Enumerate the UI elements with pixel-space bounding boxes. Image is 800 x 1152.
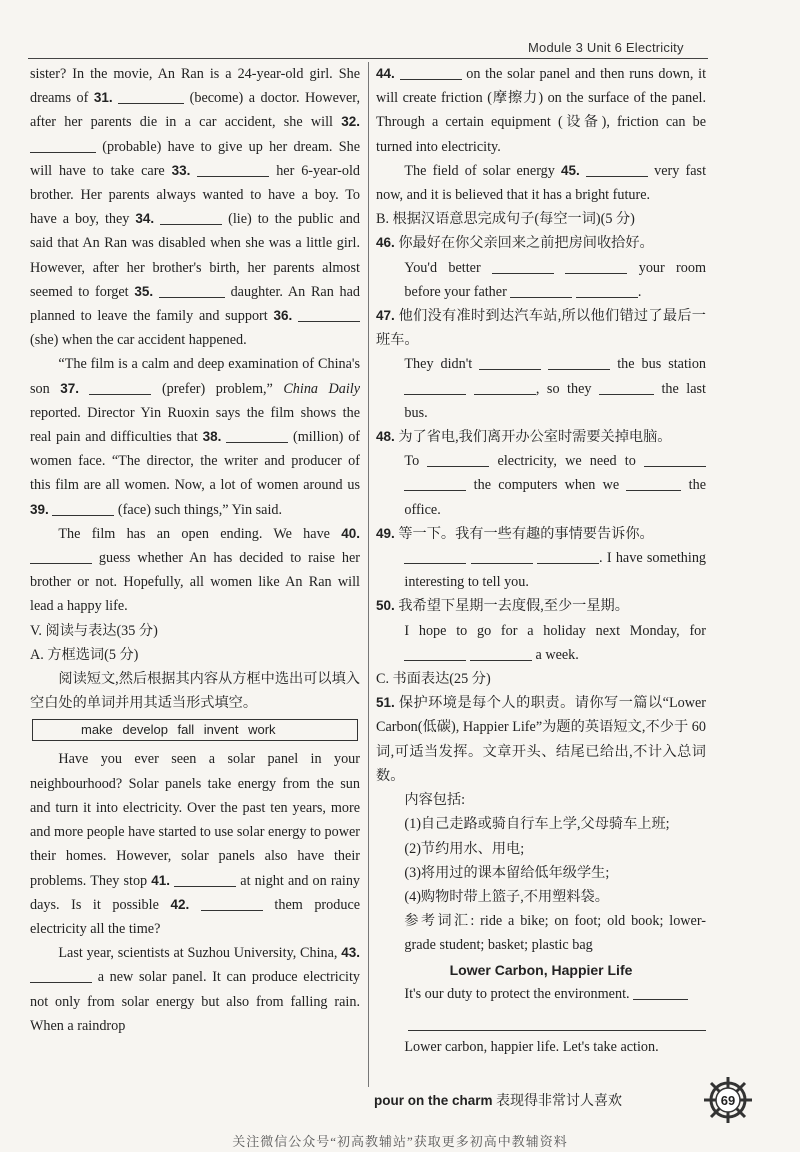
section-5-title: V. 阅读与表达(35 分) [30,622,158,639]
answer-blank-35[interactable] [159,283,225,298]
answer-blank-50b[interactable] [470,646,532,661]
answer-blank-47b[interactable] [548,355,610,370]
question-51: 51. 保护环境是每个人的职责。请你写一篇以“Lower Carbon(低碳), Happier Life”为题的英语短文,不少于 60 词,可适当发挥。文章开头、结尾已给出,不计入总词数。 [376,695,707,784]
content-item: (2)节约用水、用电; [404,840,525,857]
question-49: 49. 等一下。我有一些有趣的事情要告诉你。 [376,525,654,542]
answer-blank-36[interactable] [298,307,360,322]
answer-blank-47a[interactable] [479,355,541,370]
word-box: make develop fall invent work [32,719,358,741]
left-column [30,62,360,1038]
question-50: 50. 我希望下星期一去度假,至少一星期。 [376,598,629,615]
essay-writing-line[interactable] [408,1008,706,1031]
answer-blank-46b[interactable] [565,259,627,274]
question-47-answer: They didn't the bus station , so they the last bus. [404,356,707,421]
footer-idiom: pour on the charm 表现得非常讨人喜欢 [374,1093,623,1109]
question-50-answer: I hope to go for a holiday next Monday, for a week. [404,622,706,663]
answer-blank-47c[interactable] [404,380,466,395]
passage-paragraph-1: sister? In the movie, An Ran is a 24-year-old girl. She dreams of 31. (become) a doctor. However, after her parents die in a car accident, she will 32. (probable) have to give up her dream. She will have to take care 33. her 6-year-old brother. Her parents always wanted to have a boy. To have a boy, they 34. (lie) to the public and said that An Ran was disabled when she was a little girl. However, after her brother's birth, her parents almost seemed to forget 35. daughter. An Ran had planned to leave the family and support 36. (she) when the car accident happened. [30,66,361,349]
content-item: (1)自己走路或骑自行车上学,父母骑车上班; [404,816,670,833]
question-48-answer: To electricity, we need to the computers when we the office. [404,453,707,518]
answer-blank-31[interactable] [118,89,184,104]
passage-paragraph-6: 44. on the solar panel and then runs down, it will create friction (摩擦力) on the surface of the panel. Through a certain equipment (设备), friction can be turned into electricity. [376,66,707,155]
section-c-title: C. 书面表达(25 分) [376,671,491,688]
answer-blank-38[interactable] [226,428,288,443]
answer-blank-48b[interactable] [644,452,706,467]
answer-blank-49a[interactable] [404,549,466,564]
answer-blank-48d[interactable] [626,476,681,491]
answer-blank-48a[interactable] [427,452,489,467]
vocabulary-hint: 参考词汇: ride a bike; on foot; old book; lower-grade student; basket; plastic bag [404,913,706,954]
answer-blank-46c[interactable] [510,283,572,298]
answer-blank-44[interactable] [400,65,462,80]
essay-blank[interactable] [633,985,688,1000]
question-48: 48. 为了省电,我们离开办公室时需要关掉电脑。 [376,429,672,446]
content-item: (3)将用过的课本留给低年级学生; [404,864,610,881]
question-47: 47. 他们没有准时到达汽车站,所以他们错过了最后一班车。 [376,308,706,349]
bottom-promo-note: 关注微信公众号“初高教辅站”获取更多初高中教辅资料 [232,1134,568,1149]
page-number: 69 [720,1093,736,1108]
answer-blank-37[interactable] [89,380,151,395]
answer-blank-43[interactable] [30,968,92,983]
passage-paragraph-3: The film has an open ending. We have 40. guess whether An has decided to raise her brother or not. Hopefully, all women like An Ran will lead a happy life. [30,525,360,615]
section-a-title: A. 方框选词(5 分) [30,646,139,663]
essay-opening: It's our duty to protect the environment. [376,982,706,1006]
answer-blank-47e[interactable] [599,380,654,395]
question-46-answer: You'd better your room before your father . [404,259,707,300]
answer-blank-50a[interactable] [404,646,466,661]
passage-paragraph-5: Last year, scientists at Suzhou University, China, 43. a new solar panel. It can produce electricity not only from solar energy but also from falling rain. When a raindrop [30,945,361,1034]
passage-paragraph-2: “The film is a calm and deep examination of China's son 37. (prefer) problem,” China Daily reported. Director Yin Ruoxin says the film shows the real pain and difficulties that 38. (million) of women face. “The director, the writer and producer of this film are all women. Now, a lot of women around us 39. (face) such things,” Yin said. [30,356,361,518]
answer-blank-49b[interactable] [471,549,533,564]
passage-paragraph-4: Have you ever seen a solar panel in your neighbourhood? Solar panels take energy from the sun and turn it into electricity. Over the past ten years, more and more people have started to use solar energy to power their homes. However, solar panels also have their problems. They stop 41. at night and on rainy days. Is it possible 42. them produce electricity all the time? [30,751,361,937]
essay-title: Lower Carbon, Happier Life [449,961,633,978]
content-label: 内容包括: [404,792,466,809]
content-item: (4)购物时带上篮子,不用塑料袋。 [404,888,609,905]
answer-blank-40[interactable] [30,549,92,564]
answer-blank-33[interactable] [197,162,269,177]
answer-blank-39[interactable] [52,501,114,516]
answer-blank-47d[interactable] [474,380,536,395]
section-a-instructions: 阅读短文,然后根据其内容从方框中选出可以填入空白处的单词并用其适当形式填空。 [30,671,360,712]
section-b-title: B. 根据汉语意思完成句子(每空一词)(5 分) [376,211,635,228]
header-rule [28,58,708,59]
page-number-badge [700,1076,756,1124]
question-49-answer: . I have something interesting to tell you. [404,550,707,591]
answer-blank-45[interactable] [586,162,648,177]
answer-blank-48c[interactable] [404,476,466,491]
answer-blank-42[interactable] [201,896,263,911]
essay-closing: Lower carbon, happier life. Let's take action. [404,1038,659,1055]
answer-blank-34[interactable] [160,210,222,225]
answer-blank-46d[interactable] [576,283,638,298]
answer-blank-49c[interactable] [537,549,599,564]
right-column [376,62,706,1059]
answer-blank-41[interactable] [174,872,236,887]
answer-blank-32[interactable] [30,138,96,153]
passage-paragraph-7: The field of solar energy 45. very fast now, and it is believed that it has a bright future. [376,162,707,204]
answer-blank-46a[interactable] [492,259,554,274]
question-46: 46. 你最好在你父亲回来之前把房间收拾好。 [376,235,654,252]
page-header: Module 3 Unit 6 Electricity [528,40,684,55]
column-divider [368,62,369,1087]
